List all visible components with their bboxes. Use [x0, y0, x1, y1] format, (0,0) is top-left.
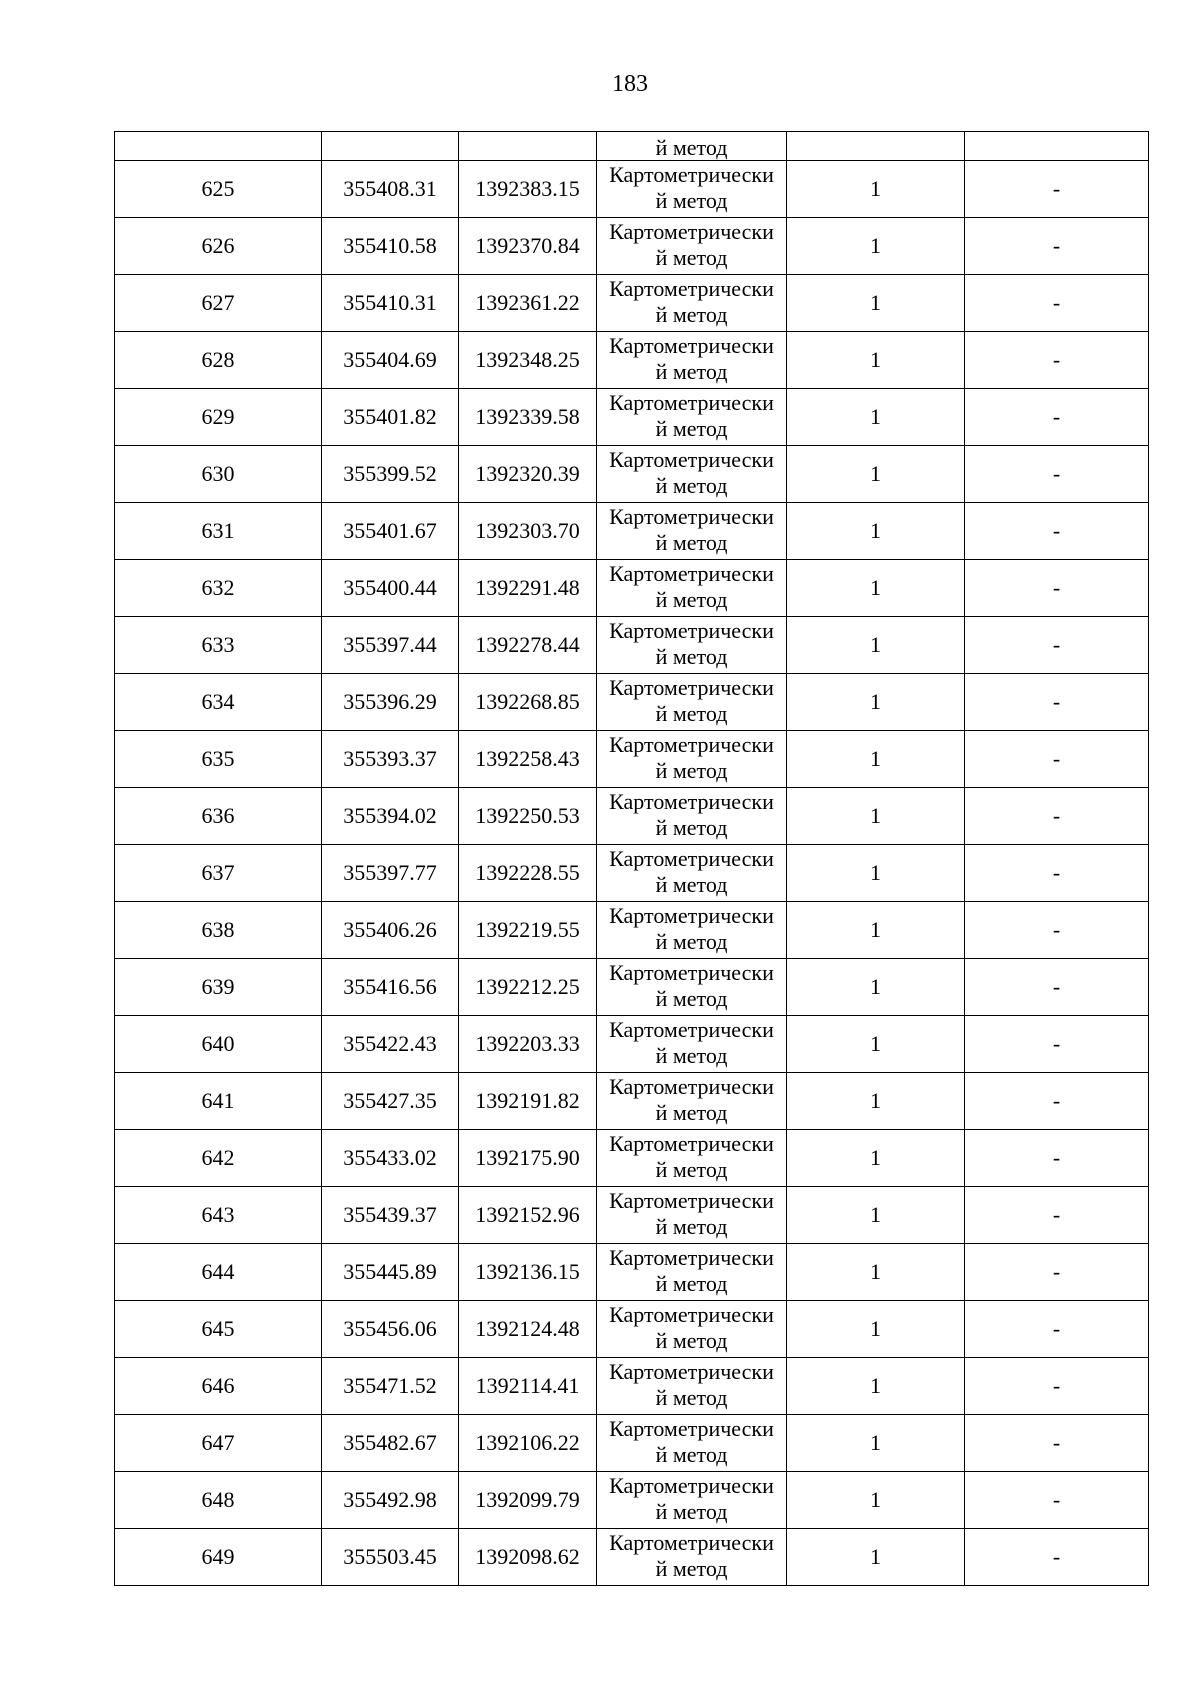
cell-accuracy: 1 — [787, 1244, 965, 1301]
cell-method — [597, 1073, 787, 1130]
cell-y: 1392370.84 — [459, 218, 597, 275]
cell-point-number — [115, 132, 322, 161]
cell-x: 355394.02 — [322, 788, 459, 845]
table-row — [115, 1358, 1149, 1415]
cell-note: - — [965, 902, 1149, 959]
cell-x: 355410.58 — [322, 218, 459, 275]
cell-point-number: 647 — [115, 1415, 322, 1472]
cell-y: 1392136.15 — [459, 1244, 597, 1301]
method-line-1: Картометрически — [609, 1416, 774, 1441]
table-row — [115, 1130, 1149, 1187]
cell-point-number: 633 — [115, 617, 322, 674]
table-row — [115, 845, 1149, 902]
method-line-1: Картометрически — [609, 1131, 774, 1156]
cell-point-number: 631 — [115, 503, 322, 560]
cell-x: 355427.35 — [322, 1073, 459, 1130]
cell-y: 1392303.70 — [459, 503, 597, 560]
cell-method — [597, 446, 787, 503]
method-line-2: й метод — [655, 530, 728, 555]
cell-note: - — [965, 218, 1149, 275]
cell-method — [597, 674, 787, 731]
cell-method: й метод — [597, 132, 787, 161]
cell-note: - — [965, 1016, 1149, 1073]
cell-note: - — [965, 1073, 1149, 1130]
cell-y: 1392320.39 — [459, 446, 597, 503]
cell-x: 355397.44 — [322, 617, 459, 674]
cell-note: - — [965, 1130, 1149, 1187]
cell-accuracy: 1 — [787, 1415, 965, 1472]
table-row — [115, 1073, 1149, 1130]
cell-y: 1392203.33 — [459, 1016, 597, 1073]
cell-point-number: 648 — [115, 1472, 322, 1529]
cell-y: 1392152.96 — [459, 1187, 597, 1244]
cell-method — [597, 218, 787, 275]
method-line-2: й метод — [655, 1157, 728, 1182]
cell-note: - — [965, 1301, 1149, 1358]
cell-accuracy: 1 — [787, 1016, 965, 1073]
cell-y: 1392106.22 — [459, 1415, 597, 1472]
method-line-2: й метод — [655, 1499, 728, 1524]
cell-y: 1392098.62 — [459, 1529, 597, 1586]
cell-note: - — [965, 503, 1149, 560]
cell-point-number: 646 — [115, 1358, 322, 1415]
cell-note — [965, 132, 1149, 161]
cell-accuracy: 1 — [787, 1187, 965, 1244]
method-line-1: Картометрически — [609, 960, 774, 985]
method-line-1: Картометрически — [609, 732, 774, 757]
cell-method — [597, 902, 787, 959]
cell-x — [322, 132, 459, 161]
table-row — [115, 389, 1149, 446]
method-line-1: Картометрически — [609, 447, 774, 472]
method-line-1: Картометрически — [609, 675, 774, 700]
method-line-1: Картометрически — [609, 162, 774, 187]
cell-point-number: 628 — [115, 332, 322, 389]
cell-x: 355492.98 — [322, 1472, 459, 1529]
method-line-1: Картометрически — [609, 276, 774, 301]
method-line-1: Картометрически — [609, 789, 774, 814]
method-line-1: Картометрически — [609, 504, 774, 529]
cell-point-number: 625 — [115, 161, 322, 218]
method-line-1: Картометрически — [609, 846, 774, 871]
cell-point-number: 635 — [115, 731, 322, 788]
cell-y: 1392339.58 — [459, 389, 597, 446]
cell-note: - — [965, 1415, 1149, 1472]
cell-method — [597, 788, 787, 845]
cell-x: 355456.06 — [322, 1301, 459, 1358]
table-body — [115, 132, 1149, 1586]
cell-y: 1392291.48 — [459, 560, 597, 617]
cell-x: 355397.77 — [322, 845, 459, 902]
cell-y: 1392258.43 — [459, 731, 597, 788]
method-line-2: й метод — [655, 1556, 728, 1581]
cell-note: - — [965, 959, 1149, 1016]
cell-accuracy: 1 — [787, 389, 965, 446]
cell-method — [597, 1415, 787, 1472]
cell-method — [597, 1016, 787, 1073]
cell-note: - — [965, 1529, 1149, 1586]
cell-y: 1392361.22 — [459, 275, 597, 332]
coordinates-table — [114, 131, 1149, 1586]
method-line-2: й метод — [655, 473, 728, 498]
method-line-2: й метод — [655, 1328, 728, 1353]
cell-y: 1392348.25 — [459, 332, 597, 389]
cell-x: 355404.69 — [322, 332, 459, 389]
cell-accuracy: 1 — [787, 275, 965, 332]
cell-accuracy: 1 — [787, 845, 965, 902]
cell-x: 355399.52 — [322, 446, 459, 503]
table-row — [115, 560, 1149, 617]
cell-y — [459, 132, 597, 161]
cell-point-number: 637 — [115, 845, 322, 902]
method-line-1: Картометрически — [609, 561, 774, 586]
table-row — [115, 1016, 1149, 1073]
table-row — [115, 788, 1149, 845]
cell-method — [597, 503, 787, 560]
method-line-1: Картометрически — [609, 618, 774, 643]
cell-y: 1392212.25 — [459, 959, 597, 1016]
method-line-1: Картометрически — [609, 333, 774, 358]
cell-y: 1392219.55 — [459, 902, 597, 959]
cell-x: 355406.26 — [322, 902, 459, 959]
cell-accuracy: 1 — [787, 731, 965, 788]
cell-note: - — [965, 560, 1149, 617]
cell-accuracy: 1 — [787, 1472, 965, 1529]
cell-method — [597, 845, 787, 902]
method-line-2: й метод — [655, 758, 728, 783]
cell-note: - — [965, 1472, 1149, 1529]
cell-accuracy: 1 — [787, 674, 965, 731]
cell-method — [597, 731, 787, 788]
table-row — [115, 332, 1149, 389]
cell-y: 1392250.53 — [459, 788, 597, 845]
cell-accuracy: 1 — [787, 1358, 965, 1415]
method-line-2: й метод — [655, 815, 728, 840]
cell-note: - — [965, 845, 1149, 902]
cell-method — [597, 332, 787, 389]
method-line-2: й метод — [655, 245, 728, 270]
table-row — [115, 959, 1149, 1016]
cell-x: 355416.56 — [322, 959, 459, 1016]
method-line-1: Картометрически — [609, 1530, 774, 1555]
method-line-2: й метод — [655, 587, 728, 612]
cell-point-number: 626 — [115, 218, 322, 275]
cell-x: 355401.67 — [322, 503, 459, 560]
method-line-1: Картометрически — [609, 903, 774, 928]
cell-point-number: 641 — [115, 1073, 322, 1130]
cell-note: - — [965, 275, 1149, 332]
cell-accuracy: 1 — [787, 902, 965, 959]
cell-x: 355400.44 — [322, 560, 459, 617]
cell-note: - — [965, 161, 1149, 218]
cell-note: - — [965, 389, 1149, 446]
cell-point-number: 644 — [115, 1244, 322, 1301]
cell-accuracy: 1 — [787, 788, 965, 845]
method-line-2: й метод — [655, 1214, 728, 1239]
cell-x: 355422.43 — [322, 1016, 459, 1073]
cell-method — [597, 389, 787, 446]
table-row — [115, 275, 1149, 332]
method-line-1: Картометрически — [609, 1302, 774, 1327]
cell-method — [597, 1244, 787, 1301]
cell-y: 1392278.44 — [459, 617, 597, 674]
cell-y: 1392191.82 — [459, 1073, 597, 1130]
table-row-continuation — [115, 132, 1149, 161]
cell-x: 355396.29 — [322, 674, 459, 731]
cell-method — [597, 1187, 787, 1244]
method-line-2: й метод — [655, 188, 728, 213]
cell-y: 1392228.55 — [459, 845, 597, 902]
method-line-2: й метод — [655, 644, 728, 669]
cell-point-number: 634 — [115, 674, 322, 731]
table-row — [115, 218, 1149, 275]
method-line-1: Картометрически — [609, 1188, 774, 1213]
cell-y: 1392114.41 — [459, 1358, 597, 1415]
cell-x: 355445.89 — [322, 1244, 459, 1301]
cell-accuracy: 1 — [787, 161, 965, 218]
cell-method — [597, 959, 787, 1016]
cell-accuracy: 1 — [787, 503, 965, 560]
cell-y: 1392268.85 — [459, 674, 597, 731]
table-row — [115, 1472, 1149, 1529]
table-row — [115, 1301, 1149, 1358]
method-line-2: й метод — [655, 1271, 728, 1296]
method-line-1: Картометрически — [609, 1359, 774, 1384]
cell-accuracy: 1 — [787, 959, 965, 1016]
method-line-1: Картометрически — [609, 1074, 774, 1099]
cell-x: 355393.37 — [322, 731, 459, 788]
method-line-2: й метод — [655, 1100, 728, 1125]
cell-accuracy: 1 — [787, 446, 965, 503]
cell-method — [597, 1358, 787, 1415]
page-number: 183 — [612, 71, 648, 97]
method-line-2: й метод — [655, 302, 728, 327]
cell-method — [597, 1130, 787, 1187]
cell-x: 355410.31 — [322, 275, 459, 332]
cell-method — [597, 161, 787, 218]
table-row — [115, 1415, 1149, 1472]
table-row — [115, 902, 1149, 959]
cell-accuracy: 1 — [787, 617, 965, 674]
cell-point-number: 627 — [115, 275, 322, 332]
cell-point-number: 643 — [115, 1187, 322, 1244]
method-line-2: й метод — [655, 701, 728, 726]
cell-method — [597, 1472, 787, 1529]
method-line-1: Картометрически — [609, 1473, 774, 1498]
cell-method — [597, 1301, 787, 1358]
cell-note: - — [965, 1187, 1149, 1244]
method-line-2: й метод — [655, 1442, 728, 1467]
cell-accuracy — [787, 132, 965, 161]
cell-note: - — [965, 446, 1149, 503]
cell-point-number: 640 — [115, 1016, 322, 1073]
method-line-2: й метод — [655, 872, 728, 897]
table-row — [115, 1244, 1149, 1301]
cell-note: - — [965, 617, 1149, 674]
cell-accuracy: 1 — [787, 560, 965, 617]
table-row — [115, 446, 1149, 503]
cell-point-number: 639 — [115, 959, 322, 1016]
cell-point-number: 630 — [115, 446, 322, 503]
method-line-1: Картометрически — [609, 1017, 774, 1042]
method-line-2: й метод — [655, 1043, 728, 1068]
cell-y: 1392124.48 — [459, 1301, 597, 1358]
cell-accuracy: 1 — [787, 1130, 965, 1187]
method-line-2: й метод — [655, 1385, 728, 1410]
cell-x: 355408.31 — [322, 161, 459, 218]
method-line-2: й метод — [655, 416, 728, 441]
cell-x: 355439.37 — [322, 1187, 459, 1244]
cell-x: 355471.52 — [322, 1358, 459, 1415]
cell-point-number: 638 — [115, 902, 322, 959]
table-row — [115, 674, 1149, 731]
table-row — [115, 503, 1149, 560]
cell-y: 1392175.90 — [459, 1130, 597, 1187]
cell-accuracy: 1 — [787, 218, 965, 275]
method-line-2: й метод — [655, 359, 728, 384]
cell-method — [597, 1529, 787, 1586]
cell-accuracy: 1 — [787, 1073, 965, 1130]
method-line-1: Картометрически — [609, 219, 774, 244]
cell-x: 355433.02 — [322, 1130, 459, 1187]
method-line-1: Картометрически — [609, 1245, 774, 1270]
method-line-2: й метод — [655, 986, 728, 1011]
cell-note: - — [965, 674, 1149, 731]
cell-y: 1392383.15 — [459, 161, 597, 218]
cell-note: - — [965, 731, 1149, 788]
cell-method — [597, 560, 787, 617]
cell-accuracy: 1 — [787, 332, 965, 389]
method-line-2: й метод — [655, 929, 728, 954]
cell-method — [597, 617, 787, 674]
cell-method — [597, 275, 787, 332]
table-row — [115, 617, 1149, 674]
cell-point-number: 645 — [115, 1301, 322, 1358]
cell-x: 355482.67 — [322, 1415, 459, 1472]
cell-point-number: 629 — [115, 389, 322, 446]
cell-point-number: 642 — [115, 1130, 322, 1187]
cell-accuracy: 1 — [787, 1301, 965, 1358]
cell-x: 355503.45 — [322, 1529, 459, 1586]
cell-note: - — [965, 332, 1149, 389]
cell-note: - — [965, 788, 1149, 845]
table-row — [115, 1529, 1149, 1586]
cell-point-number: 636 — [115, 788, 322, 845]
table-row — [115, 161, 1149, 218]
method-line-1: Картометрически — [609, 390, 774, 415]
cell-note: - — [965, 1358, 1149, 1415]
cell-note: - — [965, 1244, 1149, 1301]
cell-x: 355401.82 — [322, 389, 459, 446]
cell-point-number: 649 — [115, 1529, 322, 1586]
cell-accuracy: 1 — [787, 1529, 965, 1586]
cell-point-number: 632 — [115, 560, 322, 617]
cell-y: 1392099.79 — [459, 1472, 597, 1529]
table-row — [115, 731, 1149, 788]
table-row — [115, 1187, 1149, 1244]
